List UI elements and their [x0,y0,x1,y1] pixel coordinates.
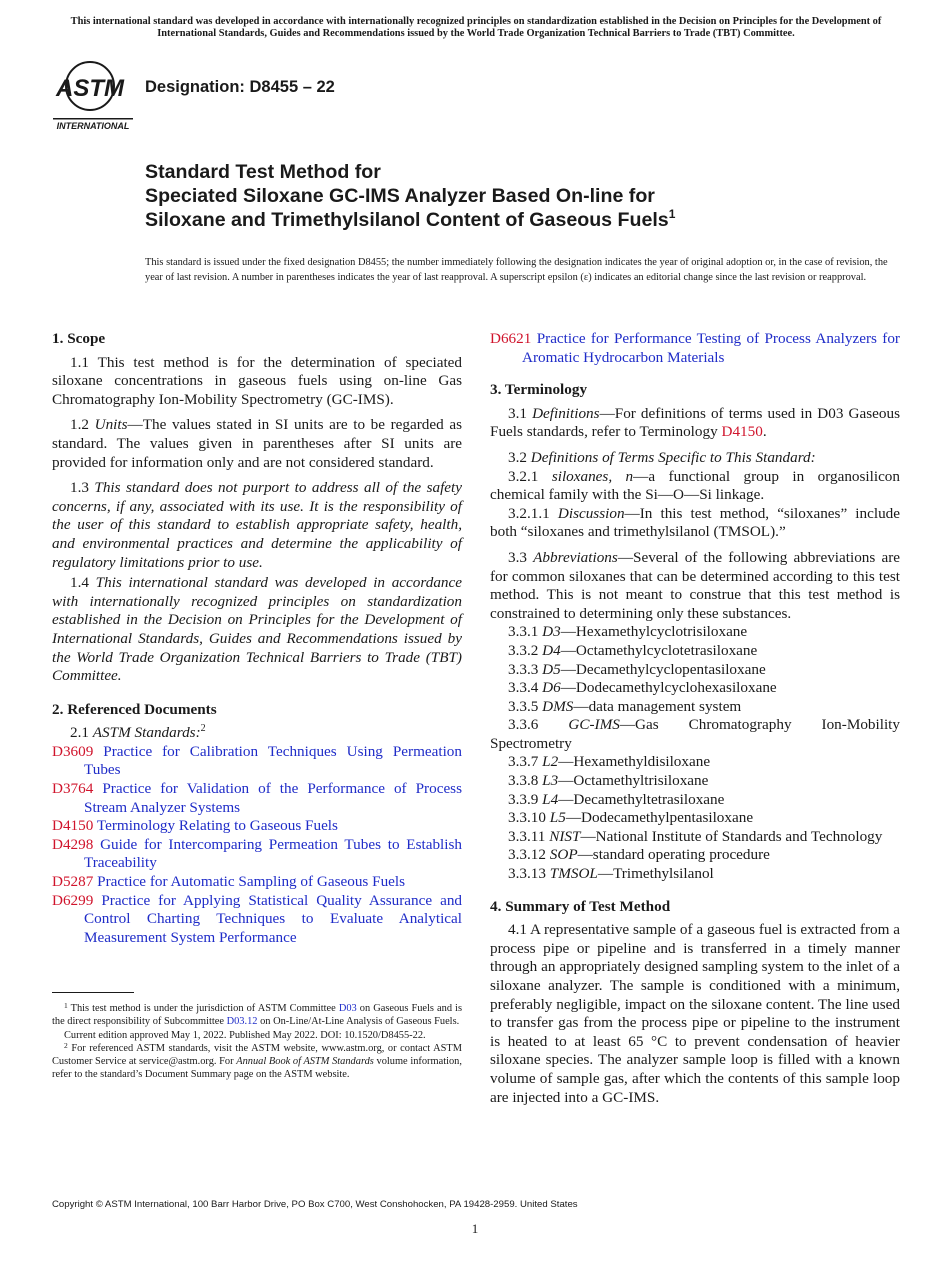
abbr-item: 3.3.7 L2—Hexamethyldisiloxane [508,753,711,771]
paragraph-3-3: 3.3 Abbreviations—Several of the following abbreviations are for common siloxanes that can be determined according to this test method. This is not meant to construe that this test method is constrained to determining only these substances. [490,548,900,622]
paragraph-3-1: 3.1 Definitions—For definitions of terms used in D03 Gaseous Fuels standards, refer to Terminology D4150. [490,404,901,441]
title-footnote-mark: 1 [668,207,676,221]
paragraph-3-2-1: 3.2.1 siloxanes, n—a functional group in organosilicon chemical family with the Si—O—Si linkage. [490,467,900,504]
reference-d6621[interactable]: D6621 Practice for Performance Testing of Process Analyzers for Aromatic Hydrocarbon Materials [490,330,900,366]
issuance-statement: This standard is issued under the fixed designation D8455; the number immediately following the designation indicates the year of original adoption or, in the case of revision, the year of last revision. A number in parentheses indicates the year of last reapproval. A superscript epsilon (ε) indicates an editorial change since the last revision or reapproval. [145,257,888,283]
abbr-item: 3.3.3 D5—Decamethylcyclopentasiloxane [508,660,766,678]
paragraph-4-1: 4.1 A representative sample of a gaseous fuel is extracted from a process pipe or pipeline and is transferred in a timely manner through an appropriately designed sampling system to the inlet of a siloxane analyzer. The sample is conditioned with a minimum, preferably negligible, impact on the siloxane content. The line used to transfer gas from the process pipe or pipeline to the instrument is heated to at least 65 °C to prevent condensation of heavier siloxane species. The analyzer sample loop is filled with a known volume of sample gas, after which the contents of this sample loop are injected into a GC-IMS. [490,921,900,1106]
paragraph-1-1: 1.1 This test method is for the determination of speciated siloxane concentrations in gaseous fuels using on-line Gas Chromatography Ion-Mobility Spectrometry (GC-IMS). [52,353,462,408]
logo-text: ASTM [56,75,124,102]
paragraph-2-1: 2.1 ASTM Standards:$^2$ [70,723,206,742]
abbr-item: 3.3.11 NIST—National Institute of Standards and Technology [508,827,883,845]
abbr-item: 3.3.9 L4—Decamethyltetrasiloxane [508,790,725,808]
section-2-heading: 2. Referenced Documents [52,700,217,718]
designation: Designation: D8455 – 22 [145,78,335,96]
footnote-divider [52,992,134,993]
paragraph-3-2: 3.2 Definitions of Terms Specific to This Standard: [508,448,816,466]
reference-d4298[interactable]: D4298 Guide for Intercomparing Permeation Tubes to Establish Traceability [52,835,462,872]
astm-logo [50,56,136,132]
abbr-item: 3.3.6 GC-IMS—Gas Chromatography Ion-Mobility Spectrometry [490,716,900,752]
abbr-item: 3.3.5 DMS—data management system [508,697,742,715]
left-column [52,330,462,947]
link-d03-12[interactable]: D03.12 [226,1016,258,1028]
section-3-heading: 3. Terminology [490,381,588,399]
reference-d4150[interactable]: D4150 Terminology Relating to Gaseous Fuels [52,817,338,835]
paragraph-3-2-1-1: 3.2.1.1 Discussion—In this test method, “siloxanes” include both “siloxanes and trimethylsilanol (TMSOL).” [490,504,900,541]
paragraph-1-3: 1.3 This standard does not purport to address all of the safety concerns, if any, associated with its use. It is the responsibility of the user of this standard to establish appropriate safety, health, and environmental practices and determine the applicability of regulatory limitations prior to use. [52,479,463,571]
title-line-3: Siloxane and Trimethylsilanol Content of Gaseous Fuels$^1$ [145,207,676,231]
paragraph-1-4: 1.4 This international standard was developed in accordance with internationally recognized principles on standardization established in the Decision on Principles for the Development of International Standards, Guides and Recommendations issued by the World Trade Organization Technical Barriers to Trade (TBT) Committee. [52,574,462,685]
abbr-item: 3.3.8 L3—Octamethyltrisiloxane [508,772,709,790]
copyright: Copyright © ASTM International, 100 Barr Harbor Drive, PO Box C700, West Conshohocken, PA 19428-2959. United States [52,1199,578,1210]
abbr-item: 3.3.13 TMSOL—Trimethylsilanol [508,865,714,883]
abbr-item: 3.3.2 D4—Octamethylcyclotetrasiloxane [508,641,758,659]
abbr-item: 3.3.1 D3—Hexamethylcyclotrisiloxane [508,623,748,641]
abbr-item: 3.3.10 L5—Dodecamethylpentasiloxane [508,809,754,827]
title-line-1: Standard Test Method for [145,161,381,183]
footnotes [52,1002,462,1082]
link-d03[interactable]: D03 [338,1003,357,1014]
abbr-item: 3.3.12 SOP—standard operating procedure [508,846,770,864]
reference-d5287[interactable]: D5287 Practice for Automatic Sampling of Gaseous Fuels [52,873,406,891]
section-4-heading: 4. Summary of Test Method [490,897,671,915]
reference-d6299[interactable]: D6299 Practice for Applying Statistical Quality Assurance and Control Charting Techniques to Evaluate Analytical Measurement System Performance [52,891,463,946]
abbr-item: 3.3.4 D6—Dodecamethylcyclohexasiloxane [508,679,777,697]
top-notice: This international standard was developed in accordance with internationally recognized principles on standardization established in the Decision on Principles for the Development of International Standards, Guides and Recommendations issued by the World Trade Organization Technical Barriers to Trade (TBT) Committee. [70,16,882,39]
logo-label: INTERNATIONAL [56,121,130,131]
title-line-2: Speciated Siloxane GC-IMS Analyzer Based On-line for [145,185,655,207]
section-1-heading: 1. Scope [52,330,106,347]
document-title [145,160,905,232]
reference-d3764[interactable]: D3764 Practice for Validation of the Performance of Process Stream Analyzer Systems [52,780,463,816]
right-column [490,330,900,1107]
link-d4150[interactable]: D4150 [721,423,763,441]
page-number: 1 [471,1221,479,1236]
paragraph-1-2: 1.2 Units—The values stated in SI units are to be regarded as standard. The values given in parentheses after SI units are provided for information only and are not considered standard. [52,416,463,471]
footnote-1: $^1$ This test method is under the jurisdiction of ASTM Committee D03 on Gaseous Fuels and is the direct responsibility of Subcommittee D03.12 on On-Line/At-Line Analysis of Gaseous Fuels. [52,1001,462,1028]
footnote-2: $^2$ For referenced ASTM standards, visit the ASTM website, www.astm.org, or contact ASTM Customer Service at service@astm.org. For Annual Book of ASTM Standards volume information, refer to the standard’s Document Summary page on the ASTM website. [52,1040,462,1081]
footnote-1-edition: Current edition approved May 1, 2022. Published May 2022. DOI: 10.1520/D8455-22. [64,1029,426,1041]
reference-d3609[interactable]: D3609 Practice for Calibration Techniques Using Permeation Tubes [52,742,462,779]
